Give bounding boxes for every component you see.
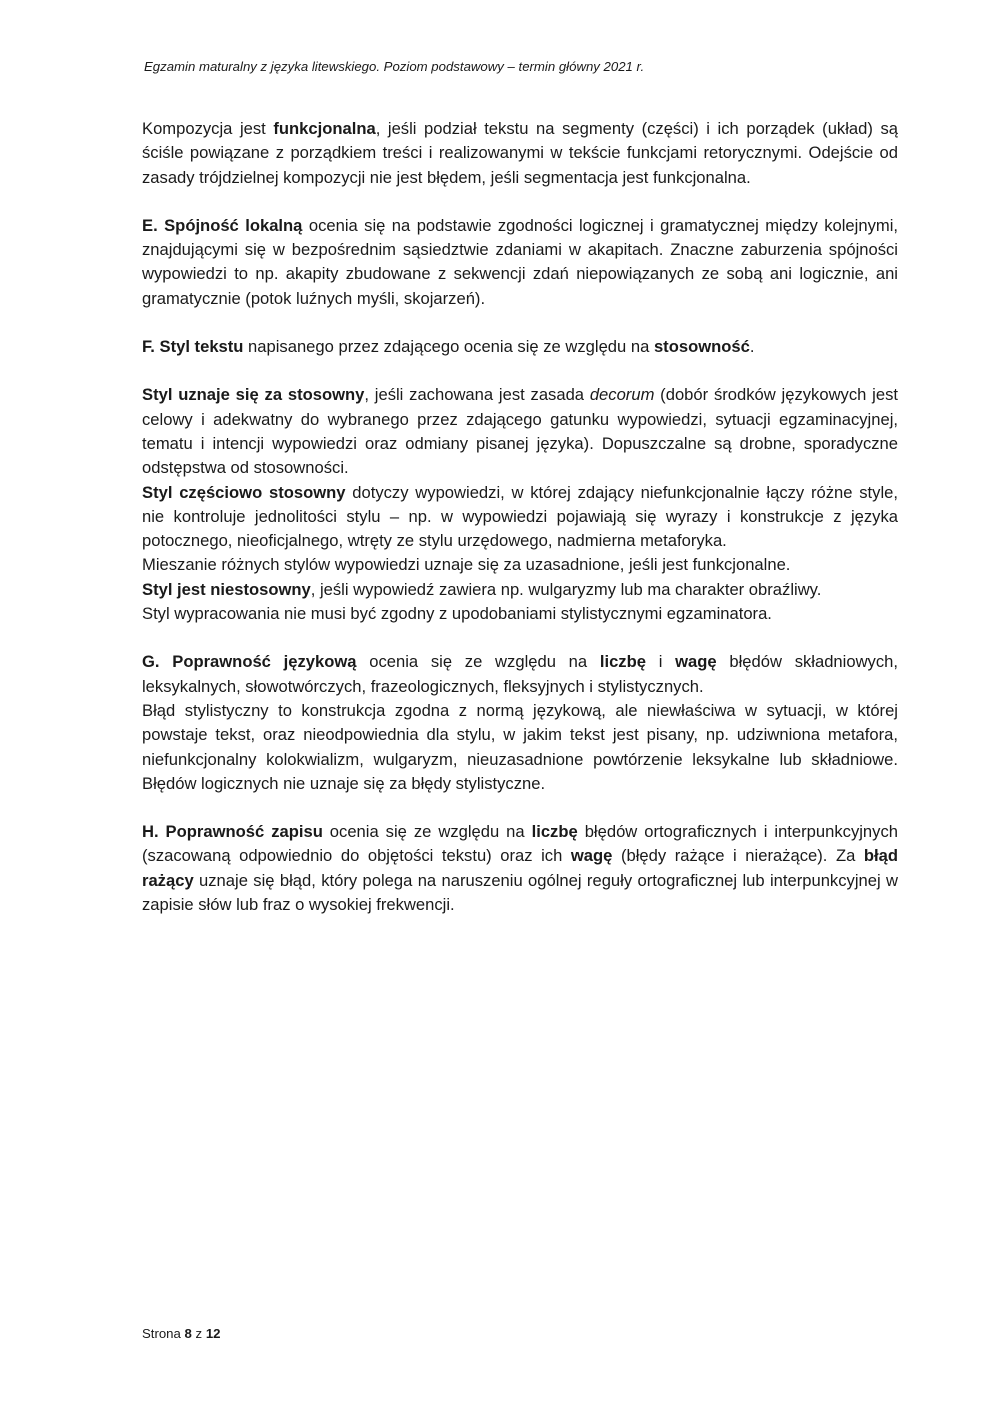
page-separator: z [195, 1326, 203, 1341]
text: , jeśli wypowiedź zawiera np. wulgaryzmy lub ma charakter obraźliwy. [310, 579, 822, 599]
page-total: 12 [205, 1326, 221, 1341]
text: i [645, 652, 676, 672]
italic-term: decorum [589, 385, 655, 405]
text: ocenia się ze względu na [322, 822, 532, 842]
paragraph-section-f [142, 335, 898, 359]
paragraph-section-g [142, 650, 898, 699]
paragraph-style-examiner [142, 602, 898, 626]
paragraph-style-mixing [142, 553, 898, 577]
text: ocenia się na podstawie zgodności logicznej i gramatycznej między kolejnymi, znajdującymi się w bezpośrednim sąsiedztwie zdaniami w akapitach. Znaczne zaburzenia spójności wypowiedzi to np. akapity zbudowane z sekwencji zdań niepowiązanych ze sobą ani logicznie, ani gramatycznie (potok luźnych myśli, skojarzeń). [142, 215, 898, 308]
text: (błędy rażące i nierażące). Za [612, 846, 864, 866]
section-heading: H. Poprawność zapisu [142, 822, 323, 842]
section-heading: E. Spójność lokalną [142, 215, 303, 235]
bold-term: wagę [570, 846, 613, 866]
page-number: 8 [184, 1326, 192, 1341]
section-heading: G. Poprawność językową [142, 652, 357, 672]
text: ocenia się ze względu na [356, 652, 600, 672]
text: Styl wypracowania nie musi być zgodny z upodobaniami stylistycznymi egzaminatora. [142, 604, 772, 624]
bold-term: liczbę [599, 652, 646, 672]
text: uznaje się błąd, który polega na naruszeniu ogólnej reguły ortograficznej lub interpunkcyjnej w zapisie słów lub fraz o wysokiej frekwencji. [142, 870, 898, 915]
paragraph-section-h [142, 820, 898, 917]
bold-term: stosowność [653, 337, 750, 357]
page-header: Egzamin maturalny z języka litewskiego. Poziom podstawowy – termin główny 2021 r. [144, 59, 645, 74]
section-heading: F. Styl tekstu [142, 337, 244, 357]
bold-term: Styl jest niestosowny [142, 579, 311, 599]
paragraph-stylistic-error [142, 699, 898, 796]
text: , jeśli podział tekstu na segmenty (części) i ich porządek (układ) są ściśle powiązane z porządkiem treści i realizowanymi w tekście funkcjami retorycznymi. Odejście od zasady trójdzielnej kompozycji nie jest błędem, jeśli segmentacja jest funkcjonalna. [142, 119, 898, 187]
bold-term: liczbę [531, 822, 578, 842]
page-footer [142, 1326, 220, 1341]
paragraph-style-partial [142, 481, 898, 554]
text: . [749, 337, 755, 357]
document-body [142, 117, 898, 917]
paragraph-style-appropriate [142, 383, 898, 480]
page-label: Strona [142, 1326, 181, 1341]
text: dotyczy wypowiedzi, w której zdający niefunkcjonalnie łączy różne style, nie kontroluje jednolitości stylu – np. w wypowiedzi pojawiają się wyrazy i konstrukcje z języka potocznego, nieoficjalnego, wtręty ze stylu urzędowego, nadmierna metaforyka. [142, 482, 898, 551]
bold-term: błąd rażący [142, 846, 898, 890]
text: , jeśli zachowana jest zasada [364, 385, 590, 405]
paragraph-composition [142, 117, 898, 190]
text: napisanego przez zdającego ocenia się ze względu na [243, 337, 654, 357]
bold-term: wagę [675, 652, 717, 672]
paragraph-style-inappropriate [142, 578, 898, 602]
bold-term: Styl częściowo stosowny [142, 482, 346, 502]
bold-term: Styl uznaje się za stosowny [142, 385, 365, 405]
bold-term: funkcjonalna [273, 119, 376, 138]
text: Kompozycja jest [142, 119, 274, 138]
text: Błąd stylistyczny to konstrukcja zgodna z normą językową, ale niewłaściwa w sytuacji, w której powstaje tekst, oraz nieodpowiednia dla stylu, w jakim tekst jest pisany, np. udziwniona metafora, niefunkcjonalny kolokwializm, wulgaryzm, nieuzasadnione powtórzenie leksykalne lub składniowe. Błędów logicznych nie uznaje się za błędy stylistyczne. [142, 700, 898, 793]
paragraph-section-e [142, 214, 898, 311]
text: Mieszanie różnych stylów wypowiedzi uznaje się za uzasadnione, jeśli jest funkcjonalne. [142, 555, 791, 575]
text: błędów ortograficznych i interpunkcyjnych (szacowaną odpowiednio do objętości tekstu) oraz ich [142, 822, 898, 866]
text: błędów składniowych, leksykalnych, słowotwórczych, frazeologicznych, fleksyjnych i stylistycznych. [142, 652, 898, 696]
text: (dobór środków językowych jest celowy i adekwatny do wybranego przez zdającego gatunku wypowiedzi, sytuacji egzaminacyjnej, tematu i intencji wypowiedzi oraz odmiany pisanej języka). Dopuszczalne są drobne, sporadyczne odstępstwa od stosowności. [142, 385, 898, 478]
